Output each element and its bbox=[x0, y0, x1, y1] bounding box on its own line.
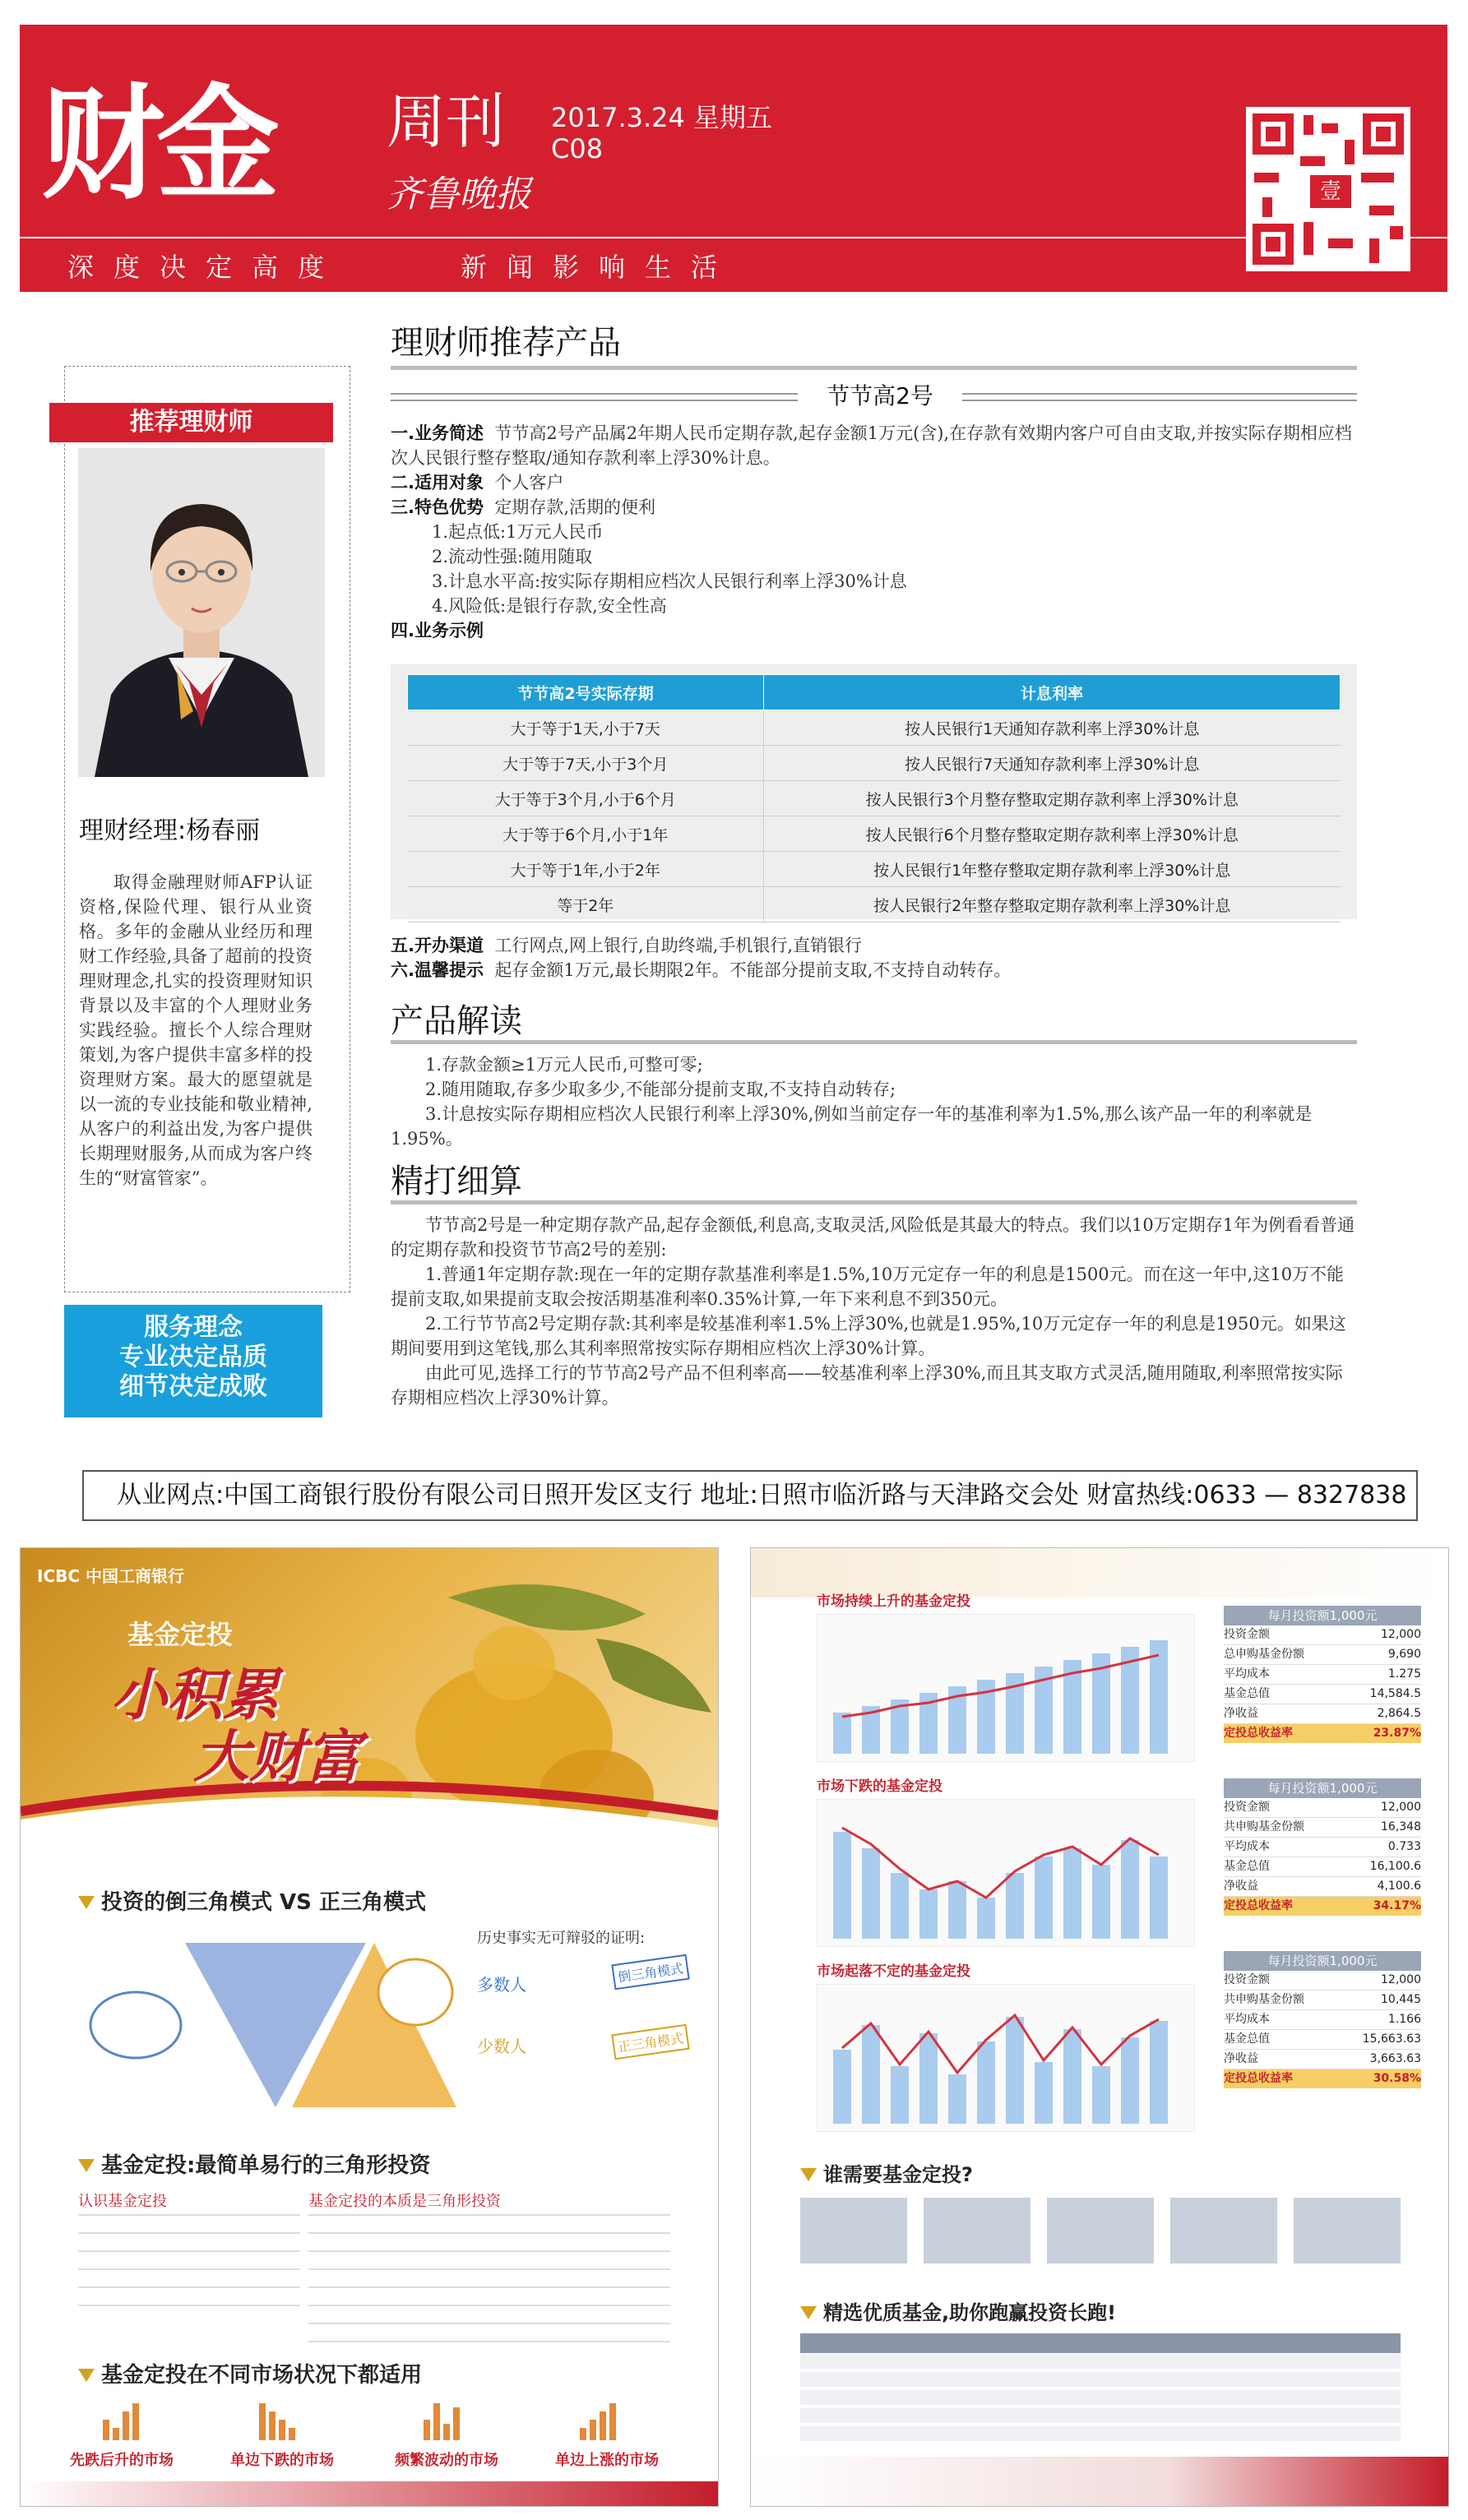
product-description bbox=[391, 421, 1357, 643]
ad-heading-2: 基金定投:最简单易行的三角形投资 bbox=[78, 2148, 430, 2179]
ad-hero bbox=[21, 1548, 718, 1873]
masthead-weekly: 周刊 bbox=[387, 87, 506, 156]
section-divider bbox=[391, 1040, 1357, 1044]
qr-code-icon bbox=[1246, 107, 1410, 271]
table-header: 节节高2号实际存期 bbox=[408, 675, 764, 710]
stats-panel-2 bbox=[1224, 1778, 1421, 1916]
service-motto bbox=[64, 1305, 322, 1417]
fund-table-header bbox=[800, 2333, 1401, 2353]
feature-item: 3.计息水平高:按实际存期相应档次人民银行利率上浮30%计息 bbox=[432, 571, 907, 591]
table-header: 计息利率 bbox=[764, 675, 1341, 710]
masthead-title: 财金 bbox=[41, 72, 272, 216]
table-row bbox=[408, 887, 1341, 922]
triangle-bullet-icon bbox=[800, 2168, 817, 2181]
branch-info: 从业网点:中国工商银行股份有限公司日照开发区支行 地址:日照市临沂路与天津路交会处 财富热线:0633 — 8327838 bbox=[82, 1470, 1418, 1521]
item-text: 节节高2号产品属2年期人民币定期存款,起存金额1万元(含),在存款有效期内客户可自由支取,并按实际存期相应档次人民银行整存整取/通知存款利率上浮30%计息。 bbox=[391, 423, 1352, 468]
calc-paragraph: 2.工行节节高2号定期存款:其利率是较基准利率1.5%上浮30%,也就是1.95%,10万元定存一年的利息是1950元。如果这期间要用到这笔钱,那么其利率照常按实际存期相应档次上浮30%计算。 bbox=[391, 1314, 1346, 1358]
ad-heading-3: 基金定投在不同市场状况下都适用 bbox=[78, 2358, 422, 2388]
motto-line: 服务理念 bbox=[144, 1313, 243, 1342]
table-cell: 按人民银行7天通知存款利率上浮30%计息 bbox=[764, 746, 1341, 781]
table-row bbox=[408, 852, 1341, 887]
triangle-bullet-icon bbox=[78, 1896, 95, 1909]
chart-title-3: 市场起落不定的基金定投 bbox=[817, 1963, 970, 1980]
chart-rising bbox=[817, 1614, 1195, 1762]
motto-line: 细节决定成败 bbox=[119, 1372, 267, 1401]
table-cell: 大于等于7天,小于3个月 bbox=[408, 746, 764, 781]
table-cell: 按人民银行3个月整存整取定期存款利率上浮30%计息 bbox=[764, 781, 1341, 816]
essence-title: 基金定投的本质是三角形投资 bbox=[308, 2193, 501, 2210]
recognize-title: 认识基金定投 bbox=[78, 2193, 167, 2210]
fund-ad-right bbox=[750, 1547, 1449, 2507]
stats-rows: 投资金额 12,000 共申购基金份额 16,348 平均成本 0.733 基金总值 16,100.6 净收益 4,100.6 定投总收益率 34.17% bbox=[1224, 1798, 1421, 1916]
masthead-divider bbox=[20, 237, 1447, 238]
calc-text bbox=[391, 1213, 1357, 1410]
channels-text: 工行网点,网上银行,自助终端,手机银行,直销银行 bbox=[494, 936, 863, 955]
stats-rows: 投资金额 12,000 总申购基金份额 9,690 平均成本 1.275 基金总值 14,584.5 净收益 2,864.5 定投总收益率 23.87% bbox=[1224, 1625, 1421, 1743]
market-label: 先跌后升的市场 bbox=[70, 2452, 174, 2469]
note-majority: 多数人 bbox=[477, 1975, 526, 1995]
feature-item: 4.风险低:是银行存款,安全性高 bbox=[432, 596, 667, 616]
pick-heading: 精选优质基金,助你跑赢投资长跑! bbox=[800, 2296, 1116, 2325]
stats-panel-1 bbox=[1224, 1606, 1421, 1743]
stats-panel-3 bbox=[1224, 1951, 1421, 2088]
item-label: 三.特色优势 bbox=[391, 497, 484, 517]
stamp-upright: 正三角模式 bbox=[611, 2024, 689, 2060]
chart-falling bbox=[817, 1799, 1195, 1947]
bank-logo: ICBC 中国工商银行 bbox=[37, 1566, 185, 1586]
table-cell: 按人民银行6个月整存整取定期存款利率上浮30%计息 bbox=[764, 816, 1341, 852]
market-label: 频繁波动的市场 bbox=[395, 2452, 498, 2469]
page-number: C08 bbox=[551, 133, 604, 164]
who-heading: 谁需要基金定投? bbox=[800, 2158, 973, 2187]
stats-head: 每月投资额1,000元 bbox=[1224, 1951, 1421, 1971]
motto-line: 专业决定品质 bbox=[119, 1343, 267, 1371]
essence-text-lines bbox=[308, 2214, 670, 2346]
market-label: 单边上涨的市场 bbox=[555, 2452, 659, 2469]
advisor-photo bbox=[78, 448, 325, 777]
table-row bbox=[408, 816, 1341, 852]
ad-slogan-1: 小积累 bbox=[111, 1663, 280, 1728]
advisor-bio: 取得金融理财师AFP认证资格,保险代理、银行从业资格。多年的金融从业经历和理财工作经验,具备了超前的投资理财理念,扎实的投资理财知识背景以及丰富的个人理财业务实践经验。擅长个人综合理财策划,为客户提供丰富多样的投资理财方案。最大的愿望就是以一流的专业技能和敬业精神,从客户的利益出发,为客户提供长期理财服务,从而成为客户终生的“财富管家”。 bbox=[79, 872, 313, 1188]
ad-heading-1: 投资的倒三角模式 VS 正三角模式 bbox=[78, 1885, 426, 1916]
masthead-paper: 齐鲁晚报 bbox=[387, 173, 531, 215]
interpret-item: 2.随用随取,存多少取多少,不能部分提前支取,不支持自动转存; bbox=[425, 1080, 896, 1099]
feature-item: 1.起点低:1万元人民币 bbox=[432, 522, 604, 542]
table-cell: 按人民银行1天通知存款利率上浮30%计息 bbox=[764, 710, 1341, 746]
item-label: 二.适用对象 bbox=[391, 473, 484, 492]
triangle-diagram bbox=[86, 1926, 465, 2115]
table-cell: 大于等于6个月,小于1年 bbox=[408, 816, 764, 852]
calc-paragraph: 节节高2号是一种定期存款产品,起存金额低,利息高,支取灵活,风险低是其最大的特点。我们以10万定期存1年为例看看普通的定期存款和投资节节高2号的差别: bbox=[391, 1215, 1355, 1260]
rate-table bbox=[407, 674, 1341, 922]
interpret-text bbox=[391, 1052, 1357, 1151]
table-row bbox=[408, 746, 1341, 781]
triangle-bullet-icon bbox=[78, 2159, 95, 2172]
who-strip bbox=[800, 2198, 1401, 2263]
ad-kicker: 基金定投 bbox=[127, 1619, 234, 1650]
note-title: 历史事实无可辩驳的证明: bbox=[477, 1930, 646, 1947]
ad-slogan-2: 大财富 bbox=[193, 1725, 362, 1790]
product-banner bbox=[391, 378, 1357, 411]
rate-table-frame bbox=[391, 664, 1357, 919]
recognize-text-lines bbox=[78, 2214, 300, 2321]
qr-badge: 壹 bbox=[1308, 173, 1354, 210]
example-label: 四.业务示例 bbox=[391, 621, 484, 640]
tips-label: 六.温馨提示 bbox=[391, 960, 484, 980]
item-text: 个人客户 bbox=[494, 473, 564, 492]
stats-head: 每月投资额1,000元 bbox=[1224, 1778, 1421, 1798]
note-minority: 少数人 bbox=[477, 2037, 526, 2056]
tips-text: 起存金额1万元,最长期限2年。不能部分提前支取,不支持自动转存。 bbox=[494, 960, 1012, 980]
table-cell: 大于等于1年,小于2年 bbox=[408, 852, 764, 887]
ad-right-bottom-band bbox=[751, 2457, 1448, 2506]
section-divider bbox=[391, 1200, 1357, 1205]
market-label: 单边下跌的市场 bbox=[230, 2452, 334, 2469]
ad-bottom-band bbox=[21, 2481, 718, 2506]
interpret-item: 3.计息按实际存期相应档次人民银行利率上浮30%,例如当前定存一年的基准利率为1.5%,那么该产品一年的利率就是1.95%。 bbox=[391, 1104, 1313, 1149]
triangle-bullet-icon bbox=[78, 2369, 95, 2382]
slogan-left: 深度决定高度 bbox=[67, 252, 345, 283]
section-title: 理财师推荐产品 bbox=[391, 324, 621, 362]
item-text: 定期存款,活期的便利 bbox=[494, 497, 656, 517]
issue-date: 2017.3.24 星期五 bbox=[551, 102, 773, 133]
table-row bbox=[408, 781, 1341, 816]
slogan-right: 新闻影响生活 bbox=[461, 252, 738, 283]
calc-title: 精打细算 bbox=[391, 1163, 522, 1200]
fund-ad-left bbox=[20, 1547, 719, 2507]
triangle-bullet-icon bbox=[800, 2306, 817, 2319]
interpret-title: 产品解读 bbox=[391, 1002, 522, 1040]
channels-and-tips bbox=[391, 933, 1357, 983]
interpret-item: 1.存款金额≥1万元人民币,可整可零; bbox=[425, 1055, 703, 1075]
stats-rows: 投资金额 12,000 共申购基金份额 10,445 平均成本 1.166 基金总值 15,663.63 净收益 3,663.63 定投总收益率 30.58% bbox=[1224, 1971, 1421, 2088]
market-icons bbox=[95, 2395, 687, 2444]
stats-head: 每月投资额1,000元 bbox=[1224, 1606, 1421, 1625]
fund-table-rows bbox=[800, 2354, 1401, 2444]
table-row bbox=[408, 710, 1341, 746]
product-name: 节节高2号 bbox=[798, 378, 962, 411]
table-cell: 等于2年 bbox=[408, 887, 764, 922]
channels-label: 五.开办渠道 bbox=[391, 936, 484, 955]
stamp-inverted: 倒三角模式 bbox=[611, 1954, 689, 1991]
chart-title-2: 市场下跌的基金定投 bbox=[817, 1778, 942, 1795]
calc-paragraph: 1.普通1年定期存款:现在一年的定期存款基准利率是1.5%,10万元定存一年的利息是1500元。而在这一年中,这10万不能提前支取,如果提前支取会按活期基准利率0.35%计算,一年下来利息不到350元。 bbox=[391, 1265, 1345, 1309]
advisor-name: 理财经理:杨春丽 bbox=[79, 816, 261, 845]
table-cell: 按人民银行1年整存整取定期存款利率上浮30%计息 bbox=[764, 852, 1341, 887]
item-label: 一.业务简述 bbox=[391, 423, 484, 443]
chart-title-1: 市场持续上升的基金定投 bbox=[817, 1593, 970, 1610]
table-cell: 大于等于1天,小于7天 bbox=[408, 710, 764, 746]
table-cell: 大于等于3个月,小于6个月 bbox=[408, 781, 764, 816]
section-divider bbox=[391, 366, 1357, 370]
table-cell: 按人民银行2年整存整取定期存款利率上浮30%计息 bbox=[764, 887, 1341, 922]
advisor-tag: 推荐理财师 bbox=[49, 403, 333, 442]
calc-paragraph: 由此可见,选择工行的节节高2号产品不但利率高——较基准利率上浮30%,而且其支取方式灵活,随用随取,利率照常按实际存期相应档次上浮30%计算。 bbox=[391, 1363, 1343, 1408]
chart-volatile bbox=[817, 1984, 1195, 2132]
feature-item: 2.流动性强:随用随取 bbox=[432, 547, 593, 566]
